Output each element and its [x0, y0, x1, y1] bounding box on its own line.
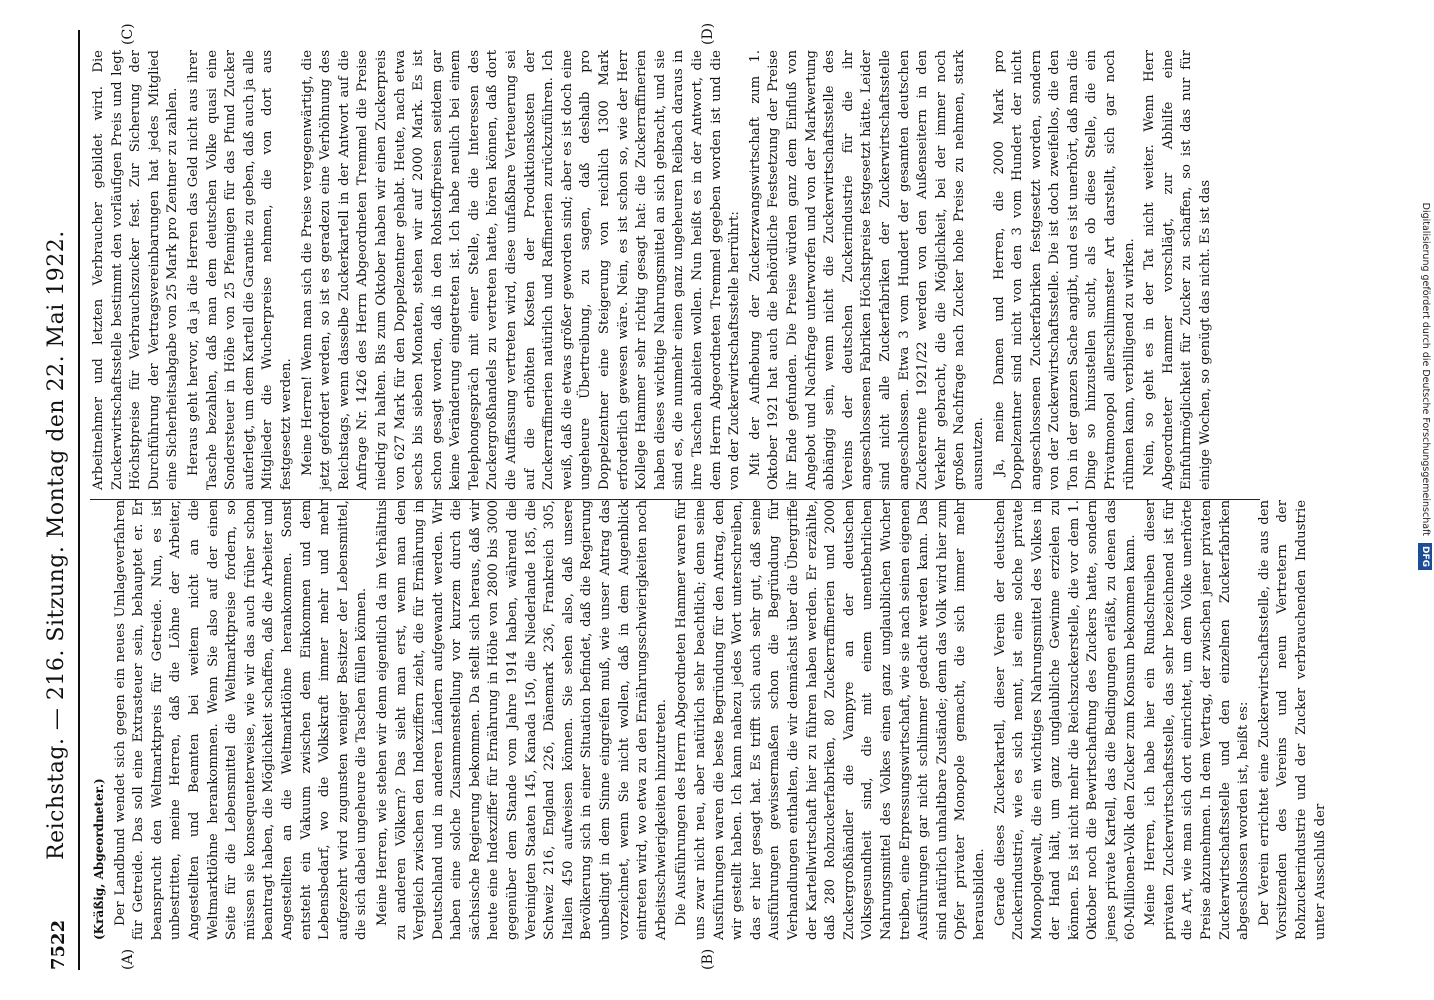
header-rule — [78, 30, 80, 970]
page-number: 7522 — [48, 919, 69, 970]
paragraph: Meine Herren, ich habe hier ein Rundschreiben dieser privaten Zuckerwirtschaftsstelle, das sehr bezeichnend ist für die Art, wie man sich dort einrichtet, um dem Volke unerhörte Preise abzunehmen. In dem Vertrag, der zwischen jener privaten Zuckerwirtschaftsstelle und den einzelnen Zuckerfabriken abgeschlossen worden ist, heißt es: — [1143, 500, 1252, 940]
paragraph: Arbeitnehmer und letzten Verbraucher gebildet wird. Die Zuckerwirtschaftsstelle bestimmt den vorläufigen Preis und legt Höchstpreise für Verbrauchszucker fest. Zur Sicherung der Durchführung der Vertragsvereinbarungen hat jedes Mitglied eine Sicherheitsabgabe von 25 Mark pro Zentner zu zahlen. — [91, 50, 181, 490]
paragraph: Meine Herren! Wenn man sich die Preise vergegenwärtigt, die jetzt gefordert werden, so ist es geradezu eine Verhöhnung des Reichstags, wenn dasselbe Zuckerkartell in der Antwort auf die Anfrage Nr. 1426 des Herrn Abgeordneten Tremmel die Preise niedrig zu halten. Bis zum Oktober haben wir einen Zuckerpreis von 627 Mark für den Doppelzentner gehabt. Heute, nach etwa sechs bis sieben Monaten, stehen wir auf 2000 Mark. Es ist schon gesagt worden, daß in den Rohstoffpreisen seitdem gar keine Veränderung eingetreten ist. Ich habe neulich bei einem Telephongespräch mit einer Stelle, die die Interessen des Zuckergroßhandels zu vertreten hatte, hören können, daß dort die Auffassung vertreten wird, diese unfaßbare Verteuerung sei auf die erhöhten Kosten der Produktionskosten der Zuckerraffinerien natürlich und Raffinerien zurückzuführen. Ich weiß, daß die etwas größer geworden sind; aber es ist doch eine ungeheure Übertreibung, zu sagen, daß deshalb pro Doppelzentner eine Steigerung von reichlich 1300 Mark erforderlich gewesen wäre. Nein, es ist schon so, wie der Herr Kollege Hammer sehr richtig gesagt hat: die Zuckerraffinerien haben dieses wichtige Nahrungsmittel an sich gebracht, und sie sind es, die nunmehr einen ganz ungeheuren Reibach daraus in ihre Taschen ableiten wollen. Nun heißt es in der Antwort, die dem Herrn Abgeordneten Tremmel gegeben worden ist und die von der Zuckerwirtschaftsstelle herrührt: — [299, 50, 743, 490]
page-title: Reichstag. — 216. Sitzung. Montag den 22. Mai 1922. — [44, 230, 69, 860]
dfg-logo: DFG — [1418, 543, 1432, 570]
margin-marker-c: (C) — [120, 23, 136, 45]
paragraph: Meine Herren, wie stehen wir denn eigentlich da im Verhältnis zu anderen Völkern? Das sieht man erst, wenn man den Vergleich zwischen den Indexziffern zieht, die für Ernährung in Deutschland und in anderen Ländern aufgewandt werden. Wir haben eine solche Zusammenstellung vor kurzem durch die sächsische Regierung bekommen. Da stellt sich heraus, daß wir heute eine Indexziffer für Ernährung in Höhe von 2800 bis 3000 gegenüber dem Stande vom Jahre 1914 haben, während die Vereinigten Staaten 145, Kanada 150, die Niederlande 185, die Schweiz 216, England 226, Dänemark 236, Frankreich 305, Italien 450 aufweisen können. Sie sehen also, daß unsere Bevölkerung sich in einer Situation befindet, daß die Regierung unbedingt in dem Sinne eingreifen muß, wie unser Antrag das vorzeichnet, wenn Sie nicht wollen, daß in dem Augenblick eintreten wird, wo etwa zu den Ernährungsschwierigkeiten noch Arbeitsschwierigkeiten hinzutreten. — [374, 500, 669, 940]
margin-marker-d: (D) — [700, 22, 716, 45]
speaker-label: (Kräßig, Abgeordneter.) — [92, 778, 106, 940]
paragraph: Mit der Aufhebung der Zuckerzwangswirtschaft zum 1. Oktober 1921 hat auch die behördliche Festsetzung der Preise ihr Ende gefunden. Die Preise würden ganz dem Einfluß von Angebot und Nachfrage unterworfen und von der Markwertung abhängig sein, wenn nicht die Zuckerwirtschaftsstelle des Vereins der deutschen Zuckerindustrie für die ihr angeschlossenen Fabriken Höchstpreise festgesetzt hätte. Leider sind nicht alle Zuckerfabriken der Zuckerwirtschaftsstelle angeschlossen. Etwa 3 vom Hundert der gesamten deutschen Zuckerernte 1921/22 werden von den Außenseitern in den Verkehr gebracht, die die Möglichkeit, bei der immer noch großen Nachfrage nach Zucker hohe Preise zu nehmen, stark ausnutzen. — [747, 50, 986, 490]
paragraph: Heraus geht hervor, da ja die Herren das Geld nicht aus ihrer Tasche bezahlen, daß man dem deutschen Volke quasi eine Sondersteuer in Höhe von 25 Pfennigen für das Pfund Zucker auferlegt, um dem Kartell die Garantie zu geben, daß auch ja alle Mitglieder die Wucherpreise nehmen, die von dort aus festgesetzt werden. — [185, 50, 294, 490]
margin-marker-a: (A) — [120, 948, 136, 970]
paragraph: Der Verein errichtet eine Zuckerwirtschaftsstelle, die aus den Vorsitzenden des Vereins und neun Vertretern der Rohzuckerindustrie und der Zucker verbrauchenden Industrie unter Ausschluß der — [1256, 500, 1328, 940]
paragraph: Gerade dieses Zuckerkartell, dieser Verein der deutschen Zuckerindustrie, wie es sich nennt, ist eine solche private Monopolgewalt, die ein wichtiges Nahrungsmittel des Volkes in der Hand hält, um ganz unglaubliche Gewinne erzielen zu können. Es ist nicht mehr die Reichszuckerstelle, die vor dem 1. Oktober noch die Bewirtschaftung des Zuckers hatte, sondern jenes private Kartell, das die Bedingungen erläßt, zu denen das 60-Millionen-Volk den Zucker zum Konsum bekommen kann. — [992, 500, 1138, 940]
digitization-notice — [1418, 10, 1432, 570]
paragraph: Nein, so geht es in der Tat nicht weiter. Wenn Herr Abgeordneter Hammer vorschlägt, zur Abhilfe eine Einfuhrmöglichkeit für Zucker zu schaffen, so ist das nur für einige Wochen, so genügt das nicht. Es ist das — [1142, 50, 1214, 490]
page-header — [30, 30, 80, 970]
left-column — [90, 500, 1328, 940]
paragraph: Der Landbund wendet sich gegen ein neues Umlageverfahren für Getreide. Das soll eine Extrasteuer sein, behauptet er. Er beansprucht den Weltmarktpreis für Getreide. Nun, es ist unbestritten, meine Herren, daß die Löhne der Arbeiter, Angestellten und Beamten bei weitem nicht an die Weltmarktlöhne herankommen. Wenn Sie also auf der einen Seite für die Lebensmittel die Weltmarktpreise fordern, so müssen sie konsequenterweise, wie wir das auch früher schon beantragt haben, die Möglichkeit schaffen, daß die Arbeiter und Angestellten an die Weltmarktlöhne herankommen. Sonst entsteht ein Vakuum zwischen dem Einkommen und dem Lebensbedarf, wo die Volkskraft immer mehr und mehr aufgezehrt wird zugunsten weniger Besitzer der Lebensmittel, die sich dabei ungeheure die Taschen füllen können. — [112, 500, 370, 940]
column-divider — [90, 499, 1260, 500]
digitization-notice-text: Digitalisierung gefördert durch die Deutsche Forschungsgemeinschaft — [1420, 202, 1431, 536]
right-column — [90, 50, 1260, 490]
margin-marker-b: (B) — [700, 948, 716, 970]
paragraph: Die Ausführungen des Herrn Abgeordneten Hammer waren für uns zwar nicht neu, aber natürlich sehr beachtlich; denn seine Ausführungen waren die beste Begründung für den Antrag, den wir gestellt haben. Ich kann nahezu jedes Wort unterschreiben, das er hier gesagt hat. Es trifft sich auch sehr gut, daß seine Ausführungen gewissermaßen schon die Begründung für Verhandlungen enthalten, die wir demnächst über die Übergriffe der Kartellwirtschaft hier zu führen haben werden. Er erzählte, daß 280 Rohzuckerfabriken, 80 Zuckerraffinerien und 2000 Zuckergroßhändler die Vampyre an der deutschen Volksgesundheit sind, die mit einem unentbehrlichen Nahrungsmittel des Volkes einen ganz unglaublichen Wucher treiben, eine Erpressungswirtschaft, wie sie nach seinen eigenen Ausführungen gar nicht schlimmer gedacht werden kann. Das sind natürlich unhaltbare Zustände; denn das Volk wird hier zum Opfer privater Monopole gemacht, die sich immer mehr herausbilden. — [674, 500, 987, 940]
paragraph: Ja, meine Damen und Herren, die 2000 Mark pro Doppelzentner sind nicht von den 3 vom Hundert der nicht angeschlossenen Zuckerfabriken festgesetzt worden, sondern von der Zuckerwirtschaftsstelle. Die ist doch zweifellos, die den Ton in der ganzen Sache angibt, und es ist unerhört, daß man die Dinge so hinzustellen sucht, als ob diese Stelle, die ein Privatmonopol allerschlimmster Art darstellt, sich gar noch rühmen kann, verbilligend zu wirken. — [991, 50, 1137, 490]
